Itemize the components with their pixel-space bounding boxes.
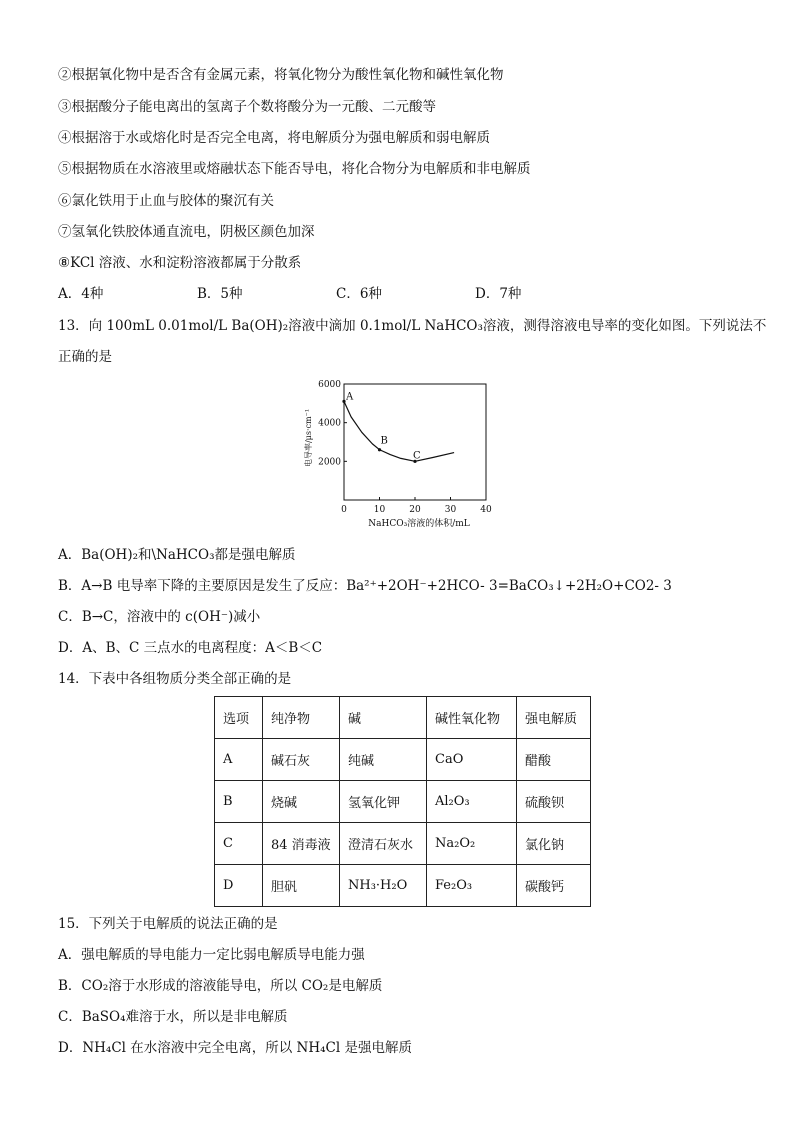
table-cell: 碳酸钙 — [517, 865, 591, 907]
q15-option-d: D．NH₄Cl 在水溶液中完全电离，所以 NH₄Cl 是强电解质 — [58, 1040, 412, 1056]
table-cell: 碱石灰 — [263, 739, 340, 781]
x-tick-label: 30 — [444, 505, 457, 515]
x-tick-label: 40 — [480, 505, 492, 515]
statement: ④根据溶于水或熔化时是否完全电离，将电解质分为强电解质和弱电解质 — [58, 130, 490, 146]
table-cell: 氢氧化钾 — [340, 781, 427, 823]
table-cell: 84 消毒液 — [263, 823, 340, 865]
table-cell: 胆矾 — [263, 865, 340, 907]
x-axis-label: NaHCO₃溶液的体积/mL — [368, 519, 470, 529]
statement: ⑧KCl 溶液、水和淀粉溶液都属于分散系 — [58, 255, 302, 271]
q15-stem: 15．下列关于电解质的说法正确的是 — [58, 916, 278, 932]
table-cell: 氯化钠 — [517, 823, 591, 865]
option-b: B．5种 — [197, 286, 243, 302]
point-label-c: C — [413, 450, 421, 462]
table-cell: C — [215, 823, 263, 865]
plot-frame — [344, 384, 486, 500]
table-cell: NH₃·H₂O — [340, 865, 427, 907]
q13-option-a: A．Ba(OH)₂和\NaHCO₃都是强电解质 — [58, 547, 296, 563]
statement: ⑦氢氧化铁胶体通直流电，阴极区颜色加深 — [58, 224, 315, 240]
option-c: C．6种 — [336, 286, 382, 302]
conductivity-chart — [296, 372, 516, 534]
x-tick-label: 20 — [409, 505, 421, 515]
point-label-a: A — [346, 391, 354, 403]
q15-option-c: C．BaSO₄难溶于水，所以是非电解质 — [58, 1009, 288, 1025]
y-tick-label: 4000 — [318, 418, 341, 429]
q15-option-b: B．CO₂溶于水形成的溶液能导电，所以 CO₂是电解质 — [58, 978, 383, 994]
statement: ⑤根据物质在水溶液里或熔融状态下能否导电，将化合物分为电解质和非电解质 — [58, 161, 531, 177]
y-tick-label: 2000 — [318, 457, 341, 468]
table-cell: B — [215, 781, 263, 823]
q12-options — [58, 284, 521, 304]
table-cell: 烧碱 — [263, 781, 340, 823]
q13-stem-cont: 正确的是 — [58, 349, 112, 365]
table-cell: Al₂O₃ — [427, 781, 517, 823]
table-cell: 硫酸钡 — [517, 781, 591, 823]
statement: ⑥氯化铁用于止血与胶体的聚沉有关 — [58, 193, 274, 209]
q13-stem: 13．向 100mL 0.01mol/L Ba(OH)₂溶液中滴加 0.1mol/L NaHCO₃溶液，测得溶液电导率的变化如图。下列说法不 — [58, 318, 767, 334]
x-tick-label: 0 — [341, 505, 347, 515]
q13-option-c: C．B→C，溶液中的 c(OH⁻)减小 — [58, 609, 261, 625]
statement: ③根据酸分子能电离出的氢离子个数将酸分为一元酸、二元酸等 — [58, 99, 436, 115]
statement: ②根据氧化物中是否含有金属元素，将氧化物分为酸性氧化物和碱性氧化物 — [58, 67, 504, 83]
table-cell: CaO — [427, 739, 517, 781]
table-cell: Fe₂O₃ — [427, 865, 517, 907]
table-cell: 澄清石灰水 — [340, 823, 427, 865]
table-header-row — [215, 697, 591, 739]
conductivity-series-line — [344, 401, 454, 461]
q15-option-a: A．强电解质的导电能力一定比弱电解质导电能力强 — [58, 947, 365, 963]
data-point-b — [378, 448, 381, 451]
header-cell: 纯净物 — [263, 697, 340, 739]
q14-stem: 14．下表中各组物质分类全部正确的是 — [58, 671, 292, 687]
option-d: D．7种 — [475, 286, 522, 302]
header-cell: 碱 — [340, 697, 427, 739]
table-row — [215, 739, 591, 781]
y-tick-label: 6000 — [318, 380, 341, 390]
table-cell: 醋酸 — [517, 739, 591, 781]
table-row — [215, 823, 591, 865]
table-cell: D — [215, 865, 263, 907]
x-tick-label: 10 — [373, 505, 386, 515]
table-cell: A — [215, 739, 263, 781]
header-cell: 碱性氧化物 — [427, 697, 517, 739]
table-row — [215, 781, 591, 823]
q13-option-b: B．A→B 电导率下降的主要原因是发生了反应：Ba²⁺+2OH⁻+2HCO- 3=BaCO₃↓+2H₂O+CO2- 3 — [58, 578, 672, 594]
header-cell: 选项 — [215, 697, 263, 739]
q13-option-d: D．A、B、C 三点水的电离程度：A＜B＜C — [58, 640, 323, 656]
classification-table — [214, 696, 591, 907]
table-row — [215, 865, 591, 907]
option-a: A．4种 — [58, 286, 104, 302]
table-cell: Na₂O₂ — [427, 823, 517, 865]
header-cell: 强电解质 — [517, 697, 591, 739]
point-label-b: B — [380, 435, 388, 447]
table-cell: 纯碱 — [340, 739, 427, 781]
y-axis-label: 电导率/μs·cm⁻¹ — [304, 408, 313, 468]
